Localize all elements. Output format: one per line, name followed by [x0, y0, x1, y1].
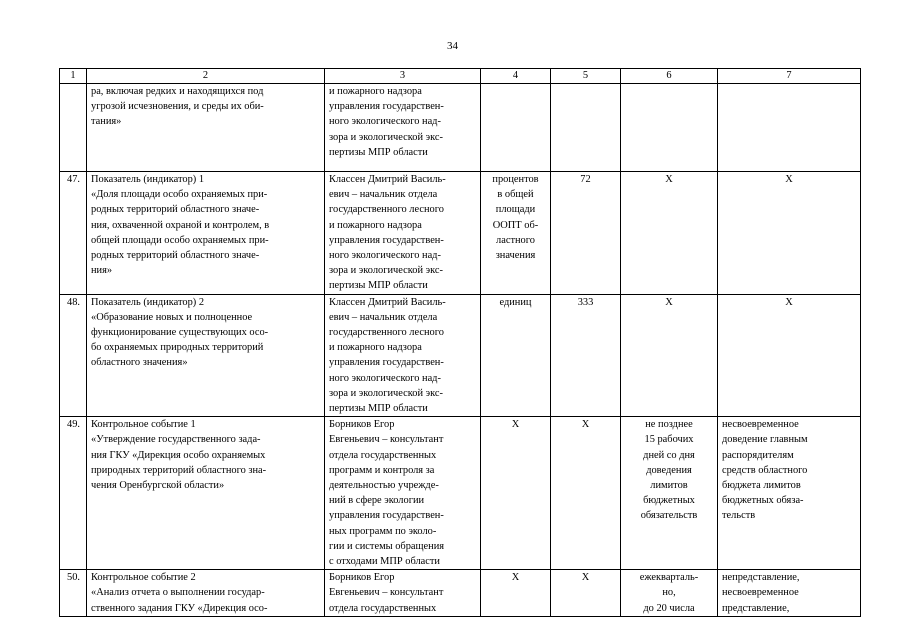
row-value: Х [551, 570, 621, 617]
table-row [60, 570, 861, 617]
row-description: Показатель (индикатор) 2 «Образование новых и полноценное функционирование существующих осо- бо охраняемых природных территорий областного значения» [87, 294, 325, 417]
header-cell: 6 [621, 69, 718, 84]
row-risk: Х [718, 172, 861, 295]
row-unit: единиц [481, 294, 551, 417]
row-value [551, 84, 621, 172]
header-cell: 1 [60, 69, 87, 84]
row-number: 48. [60, 294, 87, 417]
header-cell: 3 [325, 69, 481, 84]
row-value: Х [551, 417, 621, 570]
row-deadline: ежекварталь- но, до 20 числа [621, 570, 718, 617]
row-deadline: Х [621, 172, 718, 295]
row-description: ра, включая редких и находящихся под угрозой исчезновения, и среды их оби- тания» [87, 84, 325, 172]
row-risk [718, 84, 861, 172]
row-responsible: Борников Егор Евгеньевич – консультант отдела государственных программ и контроля за деятельностью учрежде- ний в сфере экологии управления государствен- ных программ по эколо- гии и системы обращения с отходами МПР области [325, 417, 481, 570]
row-description: Контрольное событие 2 «Анализ отчета о выполнении государ- ственного задания ГКУ «Дирекция осо- [87, 570, 325, 617]
row-risk: Х [718, 294, 861, 417]
table-row [60, 172, 861, 295]
row-value: 333 [551, 294, 621, 417]
row-description: Контрольное событие 1 «Утверждение государственного зада- ния ГКУ «Дирекция особо охраняемых природных территорий областного зна- чения Оренбургской области» [87, 417, 325, 570]
table-header-row [60, 69, 861, 84]
plan-table [59, 68, 861, 617]
row-deadline [621, 84, 718, 172]
row-unit: Х [481, 417, 551, 570]
row-responsible: Борников Егор Евгеньевич – консультант отдела государственных [325, 570, 481, 617]
row-unit: процентов в общей площади ООПТ об- ластного значения [481, 172, 551, 295]
table-row [60, 417, 861, 570]
row-number [60, 84, 87, 172]
row-responsible: Классен Дмитрий Василь- евич – начальник отдела государственного лесного и пожарного надзора управления государствен- ного экологического над- зора и экологической экс- пертизы МПР области [325, 294, 481, 417]
header-cell: 5 [551, 69, 621, 84]
row-unit [481, 84, 551, 172]
table-row [60, 294, 861, 417]
row-responsible: и пожарного надзора управления государствен- ного экологического над- зора и экологической экс- пертизы МПР области [325, 84, 481, 172]
row-number: 47. [60, 172, 87, 295]
row-number: 49. [60, 417, 87, 570]
header-cell: 7 [718, 69, 861, 84]
row-risk: непредставление, несвоевременное представление, [718, 570, 861, 617]
row-value: 72 [551, 172, 621, 295]
row-number: 50. [60, 570, 87, 617]
row-deadline: Х [621, 294, 718, 417]
row-responsible: Классен Дмитрий Василь- евич – начальник отдела государственного лесного и пожарного надзора управления государствен- ного экологического над- зора и экологической экс- пертизы МПР области [325, 172, 481, 295]
row-risk: несвоевременное доведение главным распорядителям средств областного бюджета лимитов бюджетных обяза- тельств [718, 417, 861, 570]
page-number: 34 [447, 40, 458, 52]
row-deadline: не позднее 15 рабочих дней со дня доведения лимитов бюджетных обязательств [621, 417, 718, 570]
row-unit: Х [481, 570, 551, 617]
table-row [60, 84, 861, 172]
row-description: Показатель (индикатор) 1 «Доля площади особо охраняемых при- родных территорий областного значе- ния, охваченной охраной и контролем, в общей площади особо охраняемых при- родных территорий областного значе- ния» [87, 172, 325, 295]
header-cell: 2 [87, 69, 325, 84]
header-cell: 4 [481, 69, 551, 84]
